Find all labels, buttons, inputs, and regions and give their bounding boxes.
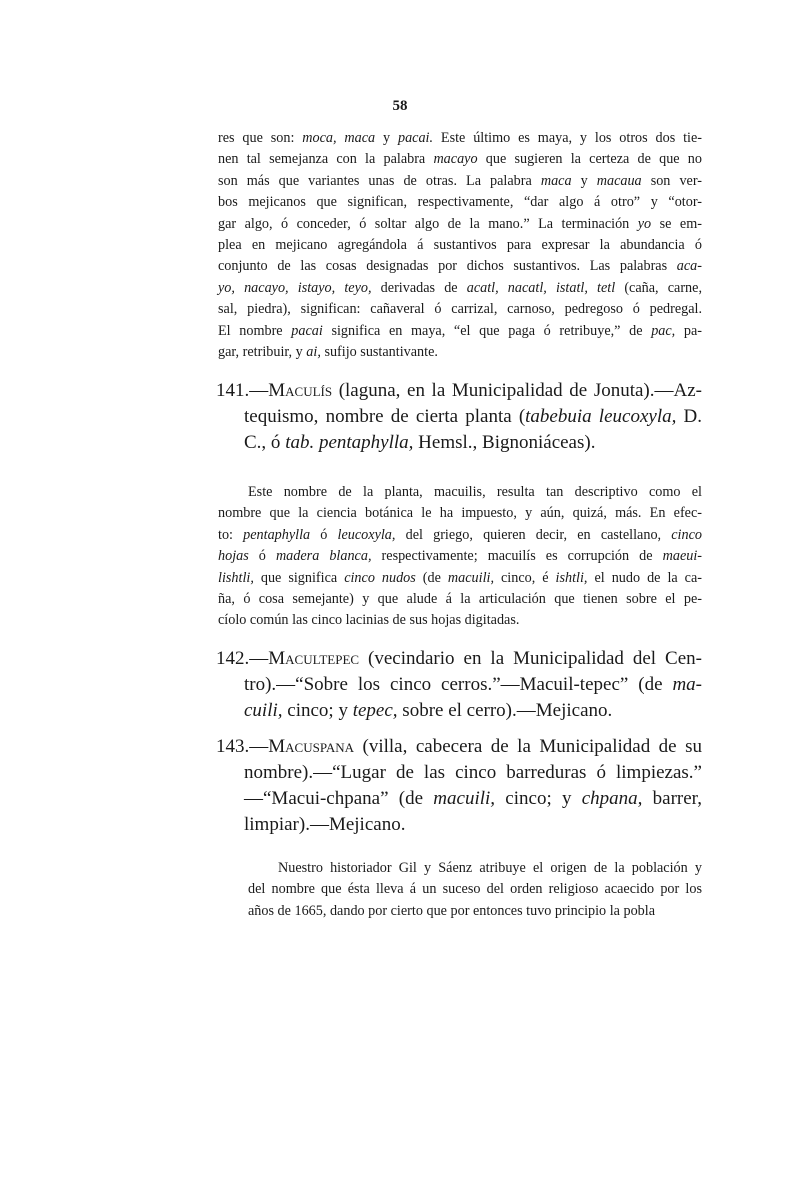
text-line	[216, 760, 702, 786]
entry-name: Macultepec	[268, 648, 360, 669]
text-run: ó	[310, 526, 338, 543]
text-line	[218, 879, 702, 900]
text-run: res que son:	[218, 130, 303, 146]
text-run: derivadas de	[371, 279, 467, 296]
text-run: nombre).—“Lugar de las cinco barreduras ó limpiezas.”	[244, 762, 702, 783]
text-run: y	[375, 130, 398, 146]
text-run: Nuestro historiador Gil y Sáenz atribuye el origen de la población y	[278, 860, 702, 876]
text-run: Hemsl., Bignoniáceas).	[413, 432, 596, 453]
text-run: son más que variantes unas de otras. La palabra	[218, 172, 541, 189]
text-line	[216, 734, 702, 760]
italic-run: macaua	[596, 172, 642, 189]
text-line	[218, 546, 702, 567]
text-line	[218, 610, 702, 631]
text-run: Este último es maya, y los otros dos tie-	[433, 130, 703, 146]
text-run: cíolo común las cinco lacinias de sus hojas digitadas.	[218, 612, 520, 629]
text-line	[218, 503, 702, 524]
paragraph-3	[218, 858, 702, 922]
italic-run: pentaphylla	[243, 526, 311, 543]
text-run: sufijo sustantivante.	[320, 344, 438, 361]
italic-run: pacai	[291, 322, 323, 339]
text-line	[218, 901, 702, 922]
text-run: Este nombre de la planta, macuilis, resulta tan descriptivo como el	[248, 484, 702, 500]
italic-run: madera blanca,	[275, 548, 372, 565]
text-run: gar, retribuir, y	[218, 344, 307, 361]
italic-run: macuili,	[447, 569, 494, 586]
text-line	[218, 299, 702, 320]
italic-run: cinco	[671, 526, 702, 543]
text-line	[218, 321, 702, 342]
italic-run: hojas	[218, 548, 249, 565]
text-run: plea en mejicano agregándola á sustantivos para expresar la abundancia ó	[218, 237, 702, 254]
text-run: del nombre que ésta lleva á un suceso del orden religioso acaecido por los	[248, 881, 702, 898]
paragraph-2	[218, 482, 702, 632]
text-run: años de 1665, dando por cierto que por entonces tuvo principio la pobla	[248, 902, 655, 919]
text-line	[216, 812, 702, 838]
text-run: to:	[218, 526, 244, 543]
italic-run: tab. pentaphylla,	[285, 432, 414, 453]
italic-run: maeui-	[662, 548, 703, 565]
text-run: barrer,	[642, 788, 702, 809]
text-line	[218, 568, 702, 589]
italic-run: aca-	[676, 258, 702, 275]
text-run: respectivamente; macuilís es corrupción de	[371, 548, 663, 565]
text-run: nombre que la ciencia botánica le ha impuesto, y aún, quizá, más. En efec-	[218, 505, 702, 522]
text-line	[218, 256, 702, 277]
italic-run: ai,	[306, 344, 321, 361]
entry-142	[216, 646, 702, 724]
text-run: son ver-	[641, 172, 702, 189]
text-run: tro).—“Sobre los cinco cerros.”—Macuil-tepec” (de	[244, 674, 673, 695]
text-line	[216, 786, 702, 812]
italic-run: maca	[540, 172, 572, 189]
text-line	[216, 430, 702, 456]
text-line	[216, 378, 702, 404]
paragraph-1	[218, 128, 702, 363]
text-line	[218, 128, 702, 149]
text-run: y	[571, 172, 597, 189]
italic-run: yo, nacayo, istayo, teyo,	[218, 279, 372, 296]
italic-run: tepec,	[352, 700, 398, 721]
text-run: sal, piedra), significan: cañaveral ó carrizal, carnoso, pedregoso ó pedregal.	[218, 301, 702, 318]
text-run: (villa, cabecera de la Municipalidad de su	[354, 736, 702, 757]
entry-143	[216, 734, 702, 838]
text-line	[218, 342, 702, 363]
text-line	[218, 171, 702, 192]
text-run: se em-	[651, 215, 702, 232]
text-run: pa-	[675, 322, 703, 339]
text-run: 141.—	[216, 380, 269, 401]
text-line	[218, 235, 702, 256]
italic-run: lishtli,	[218, 569, 254, 586]
text-run: conjunto de las cosas designadas por dichos sustantivos. Las palabras	[218, 258, 677, 275]
italic-run: macuili,	[433, 788, 496, 809]
text-run: cinco; y	[495, 788, 582, 809]
text-run: limpiar).—Mejicano.	[244, 814, 406, 835]
entry-name: Macuspana	[268, 736, 355, 757]
italic-run: macayo	[433, 151, 478, 168]
text-line	[218, 858, 702, 879]
text-run: gar algo, ó conceder, ó soltar algo de la mano.” La terminación	[218, 215, 638, 232]
text-run: (laguna, en la Municipalidad de Jonuta).—Az-	[332, 380, 702, 401]
text-run: bos mejicanos que significan, respectivamente, “dar algo á otro” y “otor-	[218, 194, 702, 211]
text-run: ó	[248, 548, 276, 565]
entry-141	[216, 378, 702, 456]
text-line	[216, 698, 702, 724]
text-line	[218, 482, 702, 503]
italic-run: pac,	[651, 322, 676, 339]
text-run: ña, ó cosa semejante) y que alude á la articulación que tienen sobre el pe-	[218, 591, 702, 608]
text-line	[218, 278, 702, 299]
text-run: del griego, quieren decir, en castellano,	[395, 526, 672, 543]
text-run: tequismo, nombre de cierta planta (	[244, 406, 526, 427]
text-line	[216, 404, 702, 430]
text-line	[218, 149, 702, 170]
text-run: 143.—	[216, 736, 269, 757]
text-run: que sugieren la certeza de que no	[477, 151, 702, 168]
text-run: cinco; y	[282, 700, 353, 721]
italic-run: ma-	[672, 674, 702, 695]
text-run: (caña, carne,	[615, 279, 702, 296]
text-line	[218, 525, 702, 546]
text-line	[218, 214, 702, 235]
italic-run: leucoxyla,	[337, 526, 396, 543]
text-run: El nombre	[218, 322, 292, 339]
text-run: significa en maya, “el que paga ó retribuye,” de	[322, 322, 652, 339]
italic-run: moca, maca	[302, 130, 376, 146]
text-line	[216, 672, 702, 698]
italic-run: acatl, nacatl, istatl, tetl	[466, 279, 616, 296]
text-run: (vecindario en la Municipalidad del Cen-	[359, 648, 702, 669]
page-number: 58	[392, 98, 408, 114]
italic-run: pacai.	[397, 130, 434, 146]
text-run: que significa	[253, 569, 345, 586]
text-line	[216, 646, 702, 672]
text-run: nen tal semejanza con la palabra	[218, 151, 434, 168]
text-run: 142.—	[216, 648, 269, 669]
text-run: cinco, é	[494, 569, 556, 586]
italic-run: ishtli,	[555, 569, 588, 586]
text-line	[218, 589, 702, 610]
italic-run: cinco nudos	[344, 569, 416, 586]
italic-run: tabebuia leucoxyla,	[525, 406, 677, 427]
text-run: el nudo de la ca-	[587, 569, 702, 586]
text-run: —“Macui-chpana” (de	[244, 788, 434, 809]
italic-run: yo	[637, 215, 652, 232]
text-run: C., ó	[244, 432, 286, 453]
entry-name: Maculís	[268, 380, 333, 401]
italic-run: chpana,	[581, 788, 643, 809]
text-run: (de	[415, 569, 448, 586]
text-run: D.	[676, 406, 702, 427]
text-run: sobre el cerro).—Mejicano.	[397, 700, 613, 721]
text-line	[218, 192, 702, 213]
italic-run: cuili,	[244, 700, 283, 721]
